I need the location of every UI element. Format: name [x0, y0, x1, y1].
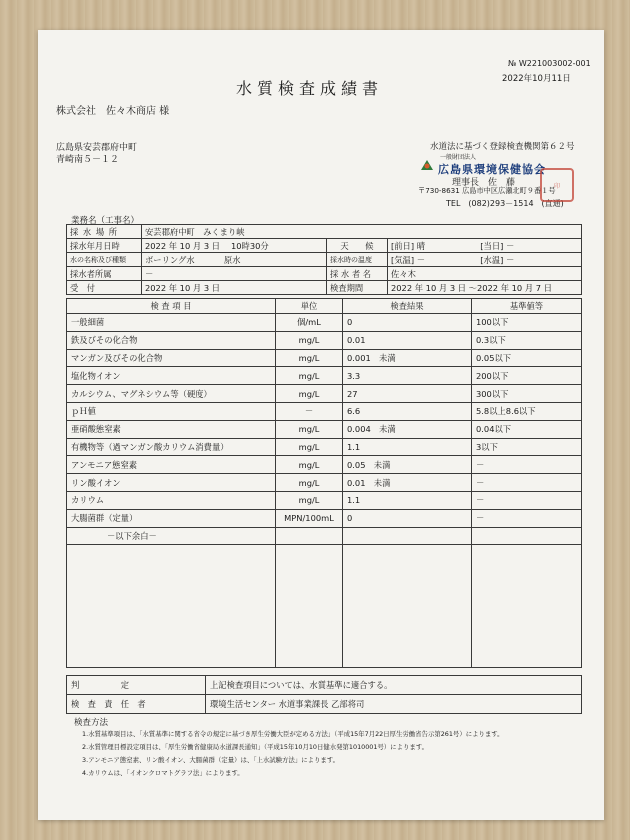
result-value: 1.1: [343, 438, 472, 456]
empty-cell: [343, 545, 472, 668]
judgement-value: 上記検査項目については、水質基準に適合する。: [206, 676, 582, 695]
results-header-row: [67, 299, 582, 314]
business-name-label: 業務名（工事名）: [71, 216, 140, 226]
result-limit: 5.8以上8.6以下: [472, 402, 582, 420]
issuer-name: 広島県環境保健協会: [438, 163, 546, 176]
sample-info-table: [66, 224, 582, 295]
result-unit: 個/mL: [276, 314, 343, 332]
result-row: [67, 314, 582, 332]
remainder-row: [67, 527, 582, 545]
blank-row: [67, 545, 582, 668]
result-limit: －: [472, 509, 582, 527]
result-unit: mg/L: [276, 331, 343, 349]
result-limit: 0.3以下: [472, 331, 582, 349]
result-limit: －: [472, 456, 582, 474]
issuer-phone: TEL (082)293－1514 (直通): [446, 199, 564, 208]
result-unit: mg/L: [276, 474, 343, 492]
result-value: 0.004 未満: [343, 420, 472, 438]
result-value: 3.3: [343, 367, 472, 385]
result-limit: －: [472, 491, 582, 509]
issuer-org-type: 一般財団法人: [440, 154, 477, 161]
result-value: 0: [343, 509, 472, 527]
weather-today: [当日] －: [480, 240, 515, 251]
empty-cell: [276, 545, 343, 668]
result-value: 0: [343, 314, 472, 332]
col-header-unit: 単位: [276, 299, 343, 314]
col-header-limit: 基準値等: [472, 299, 582, 314]
registration-number: 水道法に基づく登録検査機関第６２号: [430, 142, 575, 152]
page-title: 水質検査成績書: [236, 79, 384, 98]
temp-label: 採水時の温度: [327, 253, 388, 267]
result-value: 0.001 未満: [343, 349, 472, 367]
result-row: [67, 420, 582, 438]
result-row: [67, 491, 582, 509]
result-unit: MPN/100mL: [276, 509, 343, 527]
result-item: 一般細菌: [67, 314, 276, 332]
recipient-address-2: 青崎南５－１２: [56, 155, 120, 165]
site-value: 安芸郡府中町 みくまり峡: [142, 225, 582, 239]
result-row: [67, 402, 582, 420]
result-row: [67, 474, 582, 492]
result-item: 大腸菌群（定量）: [67, 509, 276, 527]
recipient-address-1: 広島県安芸郡府中町: [56, 143, 138, 153]
recipient: 株式会社 佐々木商店 様: [56, 106, 170, 117]
result-item: 亜硝酸態窒素: [67, 420, 276, 438]
result-row: [67, 349, 582, 367]
issuer-chief: 理事長 佐 藤: [452, 178, 516, 188]
empty-cell: [472, 527, 582, 545]
result-unit: mg/L: [276, 349, 343, 367]
result-row: [67, 456, 582, 474]
result-value: 6.6: [343, 402, 472, 420]
site-label: 採 水 場 所: [67, 225, 142, 239]
sample-date-label: 採水年月日時: [67, 239, 142, 253]
result-unit: －: [276, 402, 343, 420]
result-row: [67, 509, 582, 527]
issue-date: 2022年10月11日: [502, 74, 571, 84]
water-type-label: 水の名称及び種類: [67, 253, 142, 267]
result-unit: mg/L: [276, 385, 343, 403]
result-row: [67, 367, 582, 385]
result-item: カリウム: [67, 491, 276, 509]
temp-cell: [388, 253, 582, 267]
weather-cell: [388, 239, 582, 253]
results-body: [67, 314, 582, 528]
result-limit: 200以下: [472, 367, 582, 385]
col-header-result: 検査結果: [343, 299, 472, 314]
result-value: 0.05 未満: [343, 456, 472, 474]
result-value: 0.01 未満: [343, 474, 472, 492]
info-row: [67, 225, 582, 239]
serial-number: № W221003002-001: [508, 59, 591, 68]
result-limit: －: [472, 474, 582, 492]
period-value: 2022 年 10 月 3 日 ～2022 年 10 月 7 日: [388, 281, 582, 295]
received-value: 2022 年 10 月 3 日: [142, 281, 327, 295]
result-item: アンモニア態窒素: [67, 456, 276, 474]
water-type-value-2: 原水: [223, 254, 241, 265]
result-item: カルシウム、マグネシウム等（硬度）: [67, 385, 276, 403]
method-note-3: 3.アンモニア態窒素、リン酸イオン、大腸菌群（定量）は、「上水試験方法」によります。: [82, 756, 340, 764]
result-item: 鉄及びその化合物: [67, 331, 276, 349]
result-row: [67, 385, 582, 403]
sampler-label: 採 水 者 名: [327, 267, 388, 281]
water-type-value: ボーリング水: [145, 254, 195, 265]
period-label: 検査期間: [327, 281, 388, 295]
sampler-value: 佐々木: [388, 267, 582, 281]
result-row: [67, 438, 582, 456]
result-limit: 3以下: [472, 438, 582, 456]
col-header-item: 検 査 項 目: [67, 299, 276, 314]
result-limit: 300以下: [472, 385, 582, 403]
result-limit: 0.05以下: [472, 349, 582, 367]
water-type-cell: [142, 253, 327, 267]
info-row: [67, 281, 582, 295]
judgement-row: [67, 676, 582, 695]
result-unit: mg/L: [276, 367, 343, 385]
sample-date-value: 2022 年 10 月 3 日 10時30分: [142, 239, 327, 253]
weather-label: 天 候: [327, 239, 388, 253]
inspector-row: [67, 695, 582, 714]
method-note-2: 2.水質管理目標設定項目は、「厚生労働省健康局水道課長通知」（平成15年10月10日健水発第1010001号）によります。: [82, 743, 429, 751]
report-sheet: [38, 30, 604, 820]
info-row: [67, 253, 582, 267]
remainder-text: －以下余白－: [67, 527, 276, 545]
info-row: [67, 267, 582, 281]
inspector-value: 環境生活センター 水道事業課長 乙部将司: [206, 695, 582, 714]
result-value: 0.01: [343, 331, 472, 349]
inspector-label: 検 査 責 任 者: [67, 695, 206, 714]
empty-cell: [276, 527, 343, 545]
issuer-logo-icon: [420, 158, 434, 172]
result-limit: 100以下: [472, 314, 582, 332]
result-value: 27: [343, 385, 472, 403]
result-item: ｐＨ値: [67, 402, 276, 420]
result-item: 有機物等（過マンガン酸カリウム消費量）: [67, 438, 276, 456]
official-seal: 印: [540, 168, 574, 202]
empty-cell: [343, 527, 472, 545]
result-unit: mg/L: [276, 438, 343, 456]
empty-cell: [472, 545, 582, 668]
result-unit: mg/L: [276, 456, 343, 474]
info-row: [67, 239, 582, 253]
judgement-label: 判 定: [67, 676, 206, 695]
empty-cell: [67, 545, 276, 668]
method-note-1: 1.水質基準項目は、「水質基準に関する省令の規定に基づき厚生労働大臣が定める方法」（平成15年7月22日厚生労働省告示第261号）によります。: [82, 730, 504, 738]
temp-air: [気温] －: [391, 254, 426, 265]
issuer-address: 〒730-8631 広島市中区広瀬北町９番１号: [418, 186, 556, 195]
result-item: リン酸イオン: [67, 474, 276, 492]
result-unit: mg/L: [276, 420, 343, 438]
result-item: マンガン及びその化合物: [67, 349, 276, 367]
method-note-4: 4.カリウムは、「イオンクロマトグラフ法」によります。: [82, 769, 244, 777]
judgement-table: [66, 675, 582, 714]
result-item: 塩化物イオン: [67, 367, 276, 385]
result-value: 1.1: [343, 491, 472, 509]
received-label: 受 付: [67, 281, 142, 295]
weather-prev: [前日] 晴: [391, 240, 426, 251]
result-row: [67, 331, 582, 349]
result-unit: mg/L: [276, 491, 343, 509]
owner-label: 採水者所属: [67, 267, 142, 281]
temp-water: [水温] －: [480, 254, 515, 265]
result-limit: 0.04以下: [472, 420, 582, 438]
owner-value: －: [142, 267, 327, 281]
methods-title: 検査方法: [74, 718, 109, 728]
results-table: [66, 298, 582, 668]
